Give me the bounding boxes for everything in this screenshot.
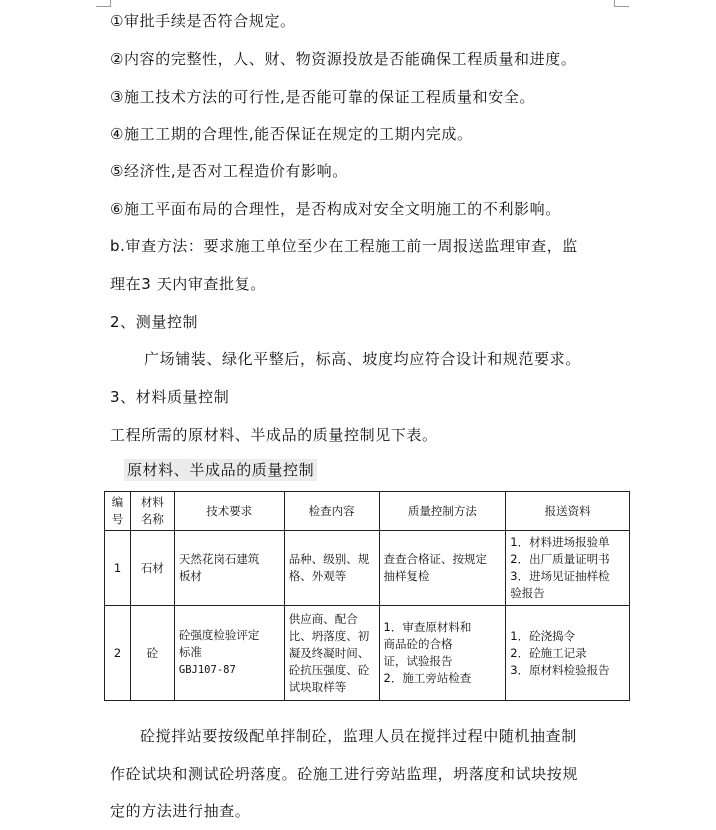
row-2-tech: 砼强度检验评定 标准 GBJ107-87 [174,606,284,701]
table-header-row [105,492,630,531]
header-material-name: 材料 名称 [130,492,174,531]
row-1-name: 石材 [130,531,174,606]
section-2-heading: 2、测量控制 [110,313,199,331]
closing-line-3: 定的方法进行抽查。 [110,802,251,820]
review-method-line-2: 理在3 天内审查批复。 [110,275,266,293]
criterion-2: ②内容的完整性，人、财、物资源投放是否能确保工程质量和进度。 [110,50,577,68]
page-corner-mark-left [96,0,111,7]
criterion-6: ⑥施工平面布局的合理性，是否构成对安全文明施工的不利影响。 [110,200,561,218]
header-tech-requirements: 技术要求 [174,492,284,531]
header-no: 编 号 [105,492,131,531]
row-1-tech: 天然花岗石建筑 板材 [174,531,284,606]
row-2-name: 砼 [130,606,174,701]
header-check-content: 检查内容 [284,492,379,531]
closing-line-1: 砼搅拌站要按级配单拌制砼，监理人员在搅拌过程中随机抽查制 [140,727,577,745]
row-1-check: 品种、级别、规 格、外观等 [284,531,379,606]
row-1-no: 1 [105,531,131,606]
row-2-method: 1．审查原材料和 商品砼的合格 证，试验报告 2．施工旁站检查 [379,606,506,701]
header-submitted-docs: 报送资料 [506,492,630,531]
table-row [105,606,630,701]
row-2-docs: 1．砼浇捣令 2．砼施工记录 3．原材料检验报告 [506,606,630,701]
review-method-line-1: b.审查方法：要求施工单位至少在工程施工前一周报送监理审查，监 [110,237,578,255]
row-2-check: 供应商、配合 比、坍落度、初 凝及终凝时间、 砼抗压强度、砼 试块取样等 [284,606,379,701]
row-1-method: 查查合格证、按规定 抽样复检 [379,531,506,606]
criterion-3: ③施工技术方法的可行性,是否能可靠的保证工程质量和安全。 [110,88,536,106]
header-control-method: 质量控制方法 [379,492,506,531]
criterion-1: ①审批手续是否符合规定。 [110,12,296,30]
section-3-heading: 3、材料质量控制 [110,388,230,406]
page-corner-mark-right [614,0,629,7]
row-1-docs: 1．材料进场报验单 2．出厂质量证明书 3．进场见证抽样检 验报告 [506,531,630,606]
material-quality-table [104,491,630,701]
criterion-5: ⑤经济性,是否对工程造价有影响。 [110,162,348,180]
section-2-body: 广场铺装、绿化平整后，标高、坡度均应符合设计和规范要求。 [144,350,581,368]
closing-line-2: 作砼试块和测试砼坍落度。砼施工进行旁站监理，坍落度和试块按规 [110,765,579,783]
criterion-4: ④施工工期的合理性,能否保证在规定的工期内完成。 [110,125,473,143]
table-caption: 原材料、半成品的质量控制 [124,459,317,481]
row-2-no: 2 [105,606,131,701]
section-3-intro: 工程所需的原材料、半成品的质量控制见下表。 [110,426,438,444]
table-row [105,531,630,606]
